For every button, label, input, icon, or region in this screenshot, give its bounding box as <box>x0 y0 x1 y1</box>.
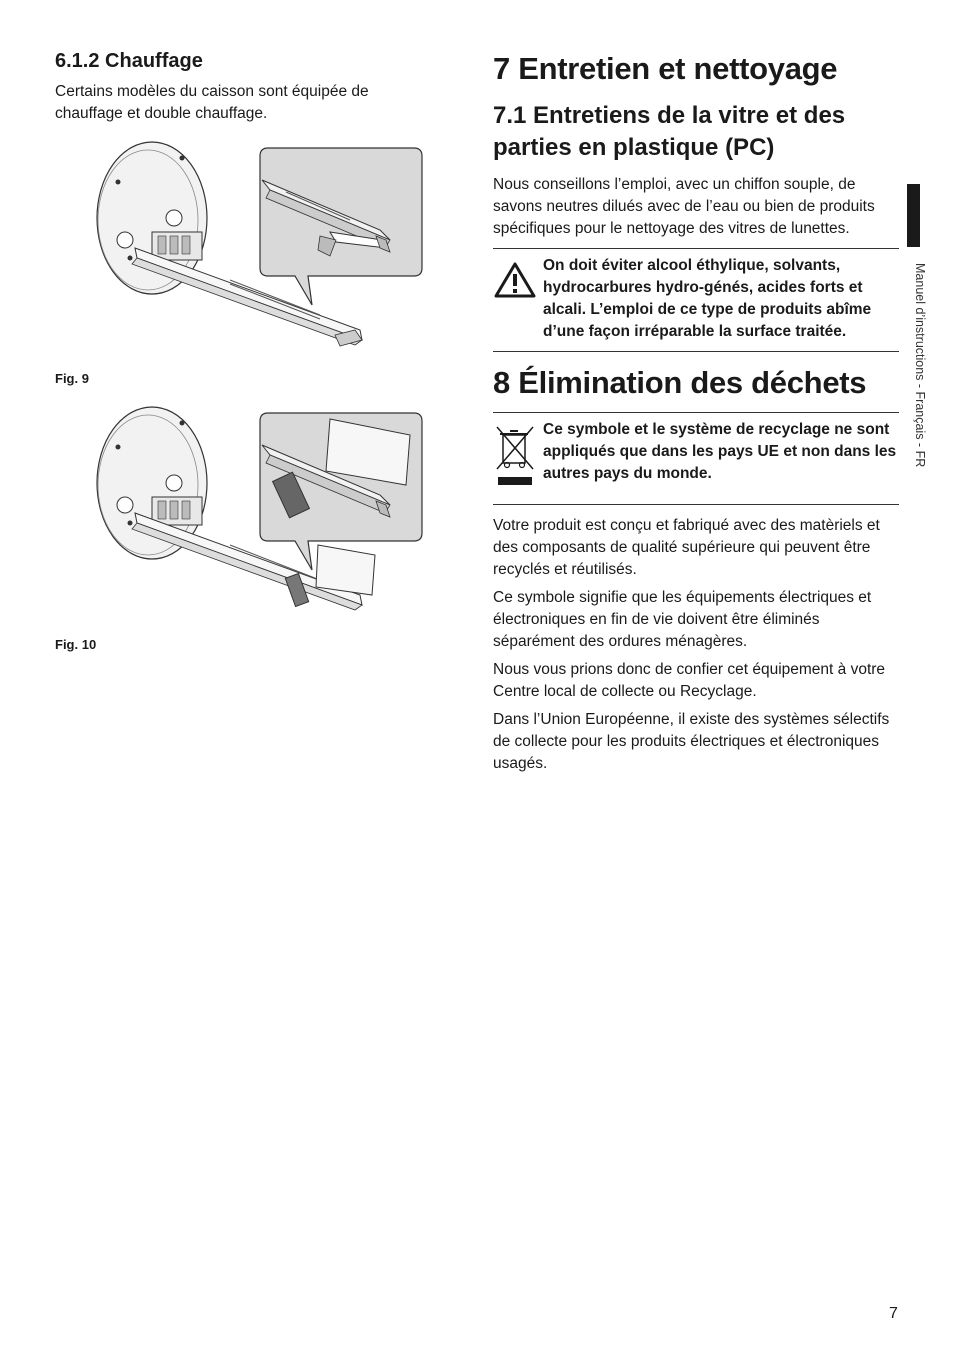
figure-9-illustration <box>90 140 425 360</box>
warning-text: On doit éviter alcool éthylique, solvants, hydrocarbures hydro-génés, acides forts et alcali. L’emploi de ce type de produits abîme d’une façon irréparable la surface traitée. <box>543 257 872 340</box>
section-7-1-title: 7.1 Entretiens de la vitre et des parties en plastique (PC) <box>493 102 846 161</box>
side-label: Manuel d’instructions - Français - FR <box>913 263 927 468</box>
disposal-paragraph-4: Dans l’Union Européenne, il existe des systèmes sélectifs de collecte pour les produits électriques et électroniques usagés. <box>493 711 890 772</box>
heading-chauffage: 6.1.2 Chauffage <box>55 50 203 72</box>
section-7-1-body: Nous conseillons l’emploi, avec un chiffon souple, de savons neutres dilués avec de l’eau ou bien de produits spécifiques pour le nettoyage des vitres de lunettes. <box>493 176 875 237</box>
figure-9-caption: Fig. 9 <box>55 371 89 386</box>
warning-notice <box>493 248 899 352</box>
figure-10-caption: Fig. 10 <box>55 637 97 652</box>
section-8-title: 8 Élimination des déchets <box>493 365 867 400</box>
warning-triangle-icon <box>493 255 543 343</box>
page-number: 7 <box>889 1305 898 1322</box>
left-column <box>55 50 435 125</box>
disposal-paragraph-2: Ce symbole signifie que les équipements électriques et électroniques en fin de vie doivent être éliminés séparément des ordures ménagères. <box>493 589 872 650</box>
figure-10-illustration <box>90 405 425 625</box>
disposal-paragraph-1: Votre produit est conçu et fabriqué avec des matèriels et des composants de qualité supérieure qui peuvent être recyclés et réutilisés. <box>493 517 880 578</box>
chauffage-intro: Certains modèles du caisson sont équipée de chauffage et double chauffage. <box>55 83 369 122</box>
section-7-title: 7 Entretien et nettoyage <box>493 51 838 86</box>
right-column <box>493 50 899 781</box>
chapter-tab <box>907 184 920 247</box>
weee-notice <box>493 412 899 505</box>
disposal-paragraph-3: Nous vous prions donc de confier cet équipement à votre Centre local de collecte ou Recyclage. <box>493 661 886 700</box>
crossed-bin-icon <box>493 419 543 496</box>
weee-text: Ce symbole et le système de recyclage ne sont appliqués que dans les pays UE et non dans les autres pays du monde. <box>543 421 897 482</box>
